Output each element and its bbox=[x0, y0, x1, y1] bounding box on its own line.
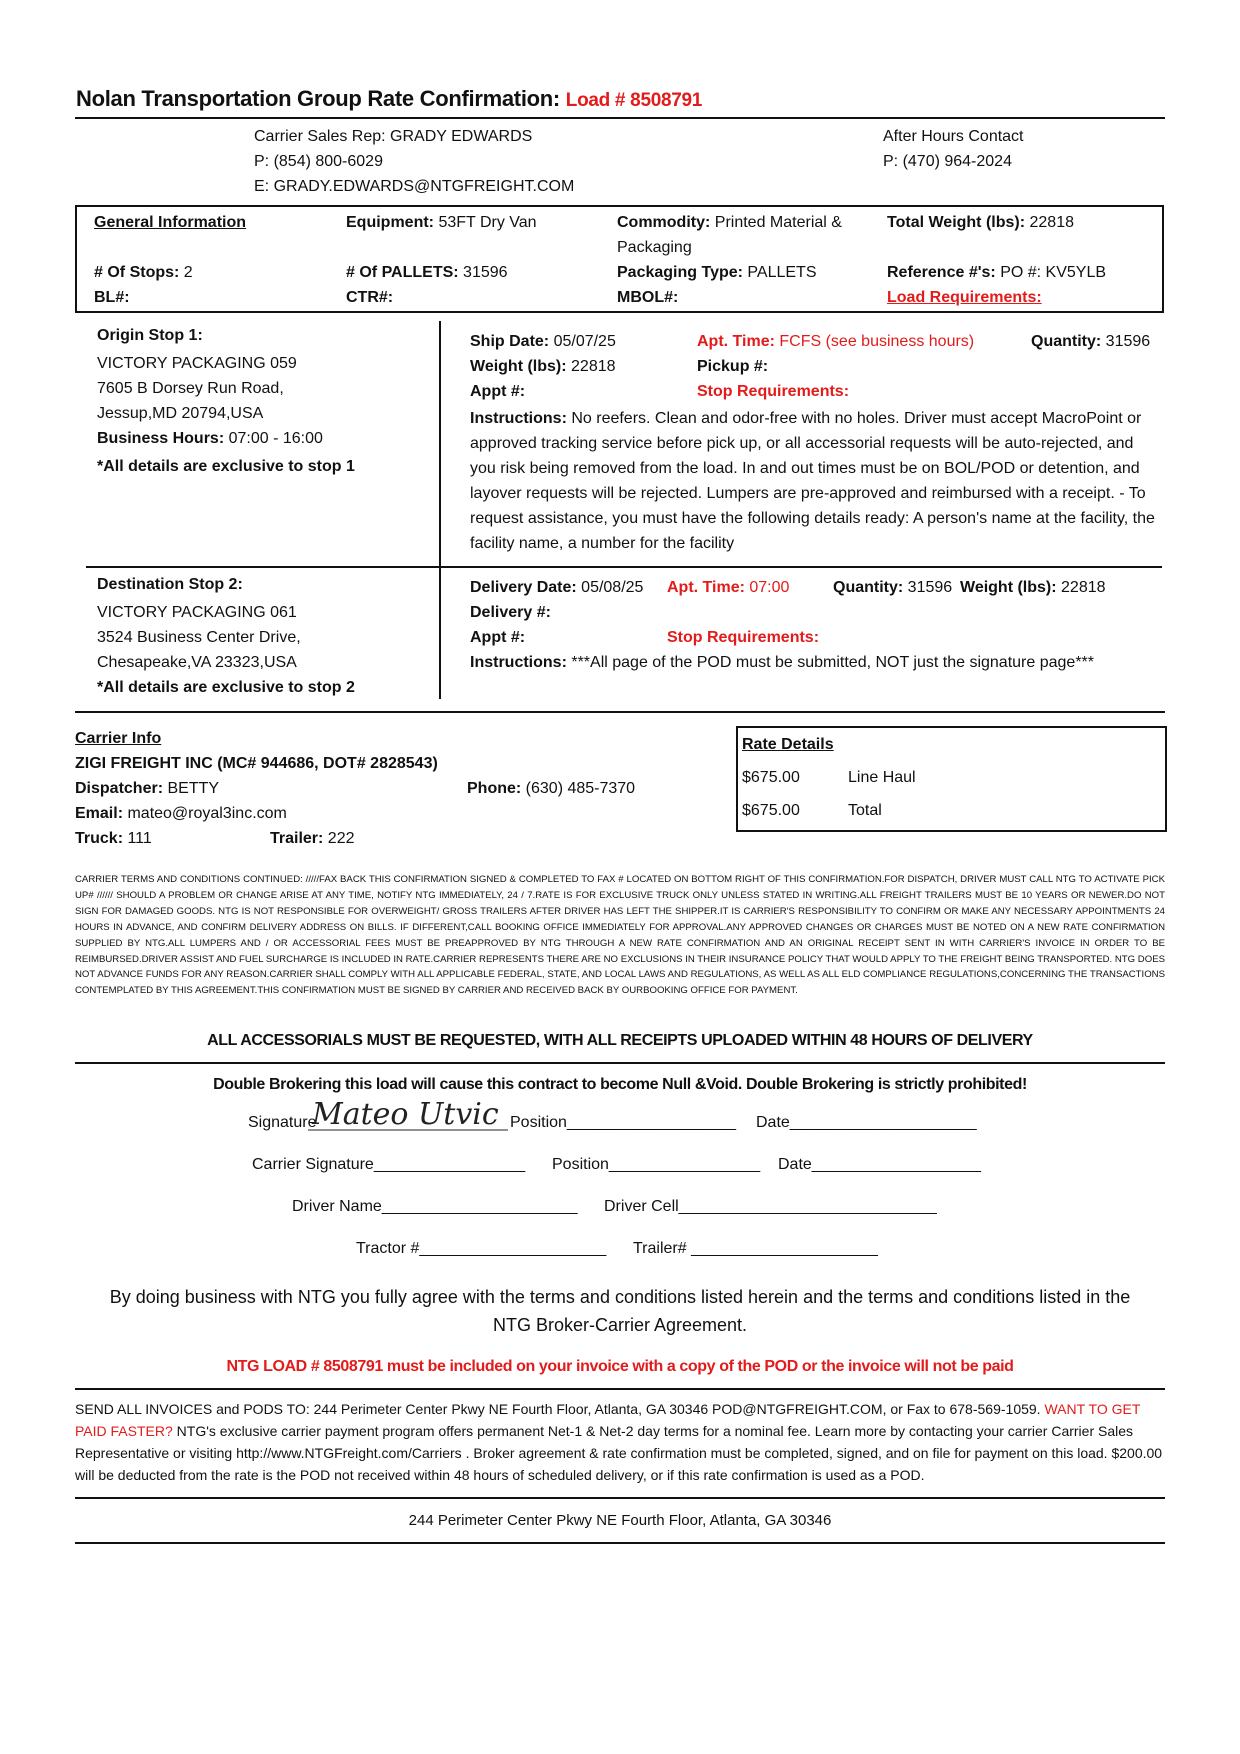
general-info-heading: General Information bbox=[94, 214, 247, 231]
agreement-line-2: NTG Broker-Carrier Agreement. bbox=[492, 1315, 748, 1335]
carrier-date-field[interactable]: Date___________________ bbox=[778, 1156, 981, 1173]
rate-line-haul-label: Line Haul bbox=[848, 769, 916, 786]
sales-rep-email: E: GRADY.EDWARDS@NTGFREIGHT.COM bbox=[254, 178, 575, 195]
rate-line-haul-amount: $675.00 bbox=[742, 769, 800, 786]
double-brokering-notice: Double Brokering this load will cause this contract to become Null &Void. Double Brokering is strictly prohibited! bbox=[213, 1076, 1027, 1093]
destination-address2: Chesapeake,VA 23323,USA bbox=[97, 654, 297, 671]
accessorials-notice: ALL ACCESSORIALS MUST BE REQUESTED, WITH ALL RECEIPTS UPLOADED WITHIN 48 HOURS OF DELIVERY bbox=[207, 1032, 1033, 1049]
ship-date: Ship Date: 05/07/25 bbox=[470, 333, 616, 350]
footer-divider-top bbox=[75, 1497, 1165, 1499]
accessorials-divider bbox=[75, 1062, 1165, 1064]
carrier-position-field[interactable]: Position_________________ bbox=[552, 1156, 761, 1173]
equipment: Equipment: 53FT Dry Van bbox=[346, 214, 537, 231]
date-field[interactable]: Date_____________________ bbox=[756, 1114, 977, 1131]
page-title bbox=[76, 84, 702, 116]
signature-script: Mateo Utvic bbox=[312, 1097, 499, 1132]
terms-and-conditions: CARRIER TERMS AND CONDITIONS CONTINUED: /////FAX BACK THIS CONFIRMATION SIGNED & COMPLETED TO FAX # LOCATED ON BOTTOM RIGHT OF THIS CONFIRMATION.FOR DISPATCH, DRIVER MUST CALL NTG TO ACTIVATE PICK UP# ////// SHOULD A PROBLEM OR CHANGE ARISE AT ANY TIME, NOTIFY NTG IMMEDIATELY, 24 / 7.RATE IS FOR EXCLUSIVE TRUCK ONLY UNLESS STATED IN WRITING.ALL FREIGHT TRAILERS MUST BE 10 YEARS OR NEWER.DO NOT SIGN FOR DAMAGED GOODS. NTG IS NOT RESPONSIBLE FOR OVERWEIGHT/ GROSS TRAILERS AFTER DRIVER HAS LEFT THE SHIPPER.IT IS CARRIER'S RESPONSIBILITY TO CONFIRM OR MAKE ANY NECESSARY APPOINTMENTS 24 HOURS IN ADVANCE, AND CONFIRM DELIVERY ADDRESS ON BILLS. IF DIFFERENT,CALL BOOKING OFFICE IMMEDIATELY FOR APPROVAL.ANY APPROVED CHANGES OR CHARGES MUST BE NOTED ON A NEW RATE CONFIRMATION SUPPLIED BY NTG.ALL LUMPERS AND / OR ACCESSORIAL FEES MUST BE PREAPPROVED BY NTG THROUGH A NEW RATE CONFIRMATION AND AN ORIGINAL RECEIPT SENT IN WITH CARRIER'S INVOICE IN ORDER TO BE REIMBURSED.DRIVER ASSIST AND FUEL SURCHARGE IS INCLUDED IN RATE.CARRIER REPRESENTS THERE ARE NO EXCLUSIONS IN THEIR INSURANCE POLICY THAT WOULD APPLY TO THE FREIGHT BEING TRANSPORTED. NTG DOES NOT ADVANCE FUNDS FOR ANY REASON.CARRIER SHALL COMPLY WITH ALL APPLICABLE FEDERAL, STATE, AND LOCAL LAWS AND REGULATIONS, AS WELL AS ALL ELD COMPLIANCE REGULATIONS,CONCERNING THE TRANSACTIONS CONTEMPLATED BY THIS AGREEMENT.THIS CONFIRMATION MUST BE SIGNED BY CARRIER AND RECEIVED BACK BY OURBOOKING OFFICE FOR PAYMENT. bbox=[75, 874, 1165, 997]
carrier-phone: Phone: (630) 485-7370 bbox=[467, 780, 636, 797]
invoice-instructions: SEND ALL INVOICES and PODS TO: 244 Perimeter Center Pkwy NE Fourth Floor, Atlanta, GA 30346 POD@NTGFREIGHT.COM, or Fax to 678-569-1059. WANT TO GET PAID FASTER? NTG's exclusive carrier payment program offers permanent Net-1 & Net-2 day terms for a nominal fee. Learn more by contacting your carrier Carrier Sales Representative or visiting http://www.NTGFreight.com/Carriers . Broker agreement & rate confirmation must be completed, signed, and on file for payment on this load. $200.00 will be deducted from the rate is the POD not received within 48 hours of scheduled delivery, or if this rate confirmation is used as a POD. bbox=[75, 1401, 1163, 1483]
footer-divider-bottom bbox=[75, 1542, 1165, 1544]
origin-appt-number: Appt #: bbox=[470, 383, 526, 400]
destination-instructions: Instructions: ***All page of the POD must be submitted, NOT just the signature page*** bbox=[470, 654, 1094, 671]
origin-address2: Jessup,MD 20794,USA bbox=[97, 405, 264, 422]
position-field[interactable]: Position___________________ bbox=[510, 1114, 736, 1131]
origin-weight: Weight (lbs): 22818 bbox=[470, 358, 616, 375]
dispatcher: Dispatcher: BETTY bbox=[75, 780, 220, 797]
load-requirements: Load Requirements: bbox=[887, 289, 1042, 306]
origin-name: VICTORY PACKAGING 059 bbox=[97, 355, 297, 372]
rate-total-label: Total bbox=[848, 802, 882, 819]
invoice-notice: NTG LOAD # 8508791 must be included on your invoice with a copy of the POD or the invoice will not be paid bbox=[226, 1358, 1014, 1375]
driver-name-field[interactable]: Driver Name______________________ bbox=[292, 1198, 578, 1215]
carrier-signature-field[interactable]: Carrier Signature_________________ bbox=[252, 1156, 526, 1173]
agreement-line-1: By doing business with NTG you fully agree with the terms and conditions listed herein and the terms and conditions listed in the bbox=[109, 1287, 1131, 1307]
destination-apt-time: Apt. Time: 07:00 bbox=[667, 579, 790, 596]
num-pallets: # Of PALLETS: 31596 bbox=[346, 264, 508, 281]
origin-instructions: Instructions: No reefers. Clean and odor-free with no holes. Driver must accept MacroPoint or approved tracking service before pick up, or all accessorial requests will be auto-rejected, and you risk being removed from the load. In and out times must be on BOL/POD or detention, and layover requests will be rejected. Lumpers are pre-approved and reimbursed with a receipt. - To request assistance, you must have the following details ready: A person's name at the facility, the facility name, a number for the facility bbox=[470, 410, 1155, 552]
destination-address1: 3524 Business Center Drive, bbox=[97, 629, 301, 646]
destination-appt-number: Appt #: bbox=[470, 629, 526, 646]
carrier-info-heading: Carrier Info bbox=[75, 730, 162, 747]
origin-exclusive-note: *All details are exclusive to stop 1 bbox=[97, 458, 355, 475]
handwritten-signature bbox=[308, 1094, 508, 1134]
bl-number: BL#: bbox=[94, 289, 130, 306]
rate-total-amount: $675.00 bbox=[742, 802, 800, 819]
carrier-name: ZIGI FREIGHT INC (MC# 944686, DOT# 2828543) bbox=[75, 755, 438, 772]
total-weight: Total Weight (lbs): 22818 bbox=[887, 214, 1074, 231]
num-stops: # Of Stops: 2 bbox=[94, 264, 193, 281]
reference-numbers: Reference #'s: PO #: KV5YLB bbox=[887, 264, 1107, 281]
commodity: Commodity: Printed Material & bbox=[617, 214, 842, 231]
origin-heading: Origin Stop 1: bbox=[97, 327, 203, 344]
mbol-number: MBOL#: bbox=[617, 289, 679, 306]
delivery-date: Delivery Date: 05/08/25 bbox=[470, 579, 644, 596]
delivery-number: Delivery #: bbox=[470, 604, 551, 621]
destination-weight: Weight (lbs): 22818 bbox=[960, 579, 1106, 596]
ctr-number: CTR#: bbox=[346, 289, 394, 306]
destination-stop-requirements: Stop Requirements: bbox=[667, 629, 820, 646]
origin-quantity: Quantity: 31596 bbox=[1031, 333, 1151, 350]
destination-exclusive-note: *All details are exclusive to stop 2 bbox=[97, 679, 355, 696]
header-divider bbox=[75, 117, 1165, 119]
footer-address: 244 Perimeter Center Pkwy NE Fourth Floor, Atlanta, GA 30346 bbox=[408, 1512, 832, 1529]
invoice-divider bbox=[75, 1388, 1165, 1390]
document-title: Nolan Transportation Group Rate Confirmation: bbox=[76, 86, 560, 111]
tractor-field[interactable]: Tractor #_____________________ bbox=[356, 1240, 607, 1257]
origin-address1: 7605 B Dorsey Run Road, bbox=[97, 380, 284, 397]
signature-label: Signature bbox=[248, 1114, 317, 1131]
pickup-number: Pickup #: bbox=[697, 358, 769, 375]
commodity-cont: Packaging bbox=[617, 239, 692, 256]
destination-name: VICTORY PACKAGING 061 bbox=[97, 604, 297, 621]
packaging-type: Packaging Type: PALLETS bbox=[617, 264, 817, 281]
sales-rep: Carrier Sales Rep: GRADY EDWARDS bbox=[254, 128, 533, 145]
stop-column-divider bbox=[439, 321, 441, 699]
load-number: Load # 8508791 bbox=[565, 90, 703, 111]
stops-bottom-divider bbox=[75, 711, 1165, 713]
trailer-field[interactable]: Trailer# _____________________ bbox=[633, 1240, 878, 1257]
origin-stop-requirements: Stop Requirements: bbox=[697, 383, 850, 400]
origin-apt-time: Apt. Time: FCFS (see business hours) bbox=[697, 333, 975, 350]
sales-rep-phone: P: (854) 800-6029 bbox=[254, 153, 383, 170]
destination-heading: Destination Stop 2: bbox=[97, 576, 243, 593]
origin-hours: Business Hours: 07:00 - 16:00 bbox=[97, 430, 323, 447]
after-hours-phone: P: (470) 964-2024 bbox=[883, 153, 1012, 170]
destination-quantity: Quantity: 31596 bbox=[833, 579, 953, 596]
rate-details-heading: Rate Details bbox=[742, 736, 834, 753]
carrier-email: Email: mateo@royal3inc.com bbox=[75, 805, 287, 822]
trailer-number: Trailer: 222 bbox=[270, 830, 355, 847]
driver-cell-field[interactable]: Driver Cell_____________________________ bbox=[604, 1198, 937, 1215]
after-hours-label: After Hours Contact bbox=[883, 128, 1024, 145]
truck-number: Truck: 111 bbox=[75, 830, 152, 847]
stop-divider bbox=[86, 566, 1162, 568]
